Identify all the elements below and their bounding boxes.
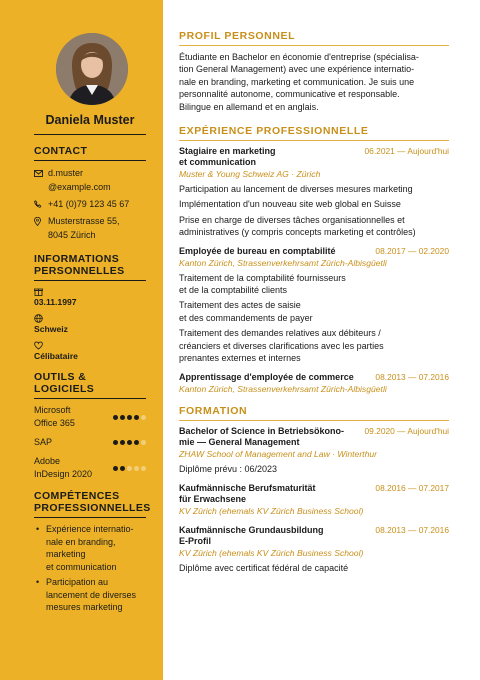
level-dot	[127, 466, 132, 471]
degree-title: Kaufmännische Grundausbildung E-Profil	[179, 524, 324, 546]
job-task: Prise en charge de diverses tâches organisationnelles et administratives (y compris concepts marketing et contrôles)	[179, 214, 416, 238]
marital-status: Célibataire	[34, 340, 146, 362]
education-date: 08.2016 — 07.2017	[375, 482, 449, 493]
job-entry	[179, 372, 449, 395]
address-line-1: Musterstrasse 55,	[48, 216, 120, 226]
skill-level-dots	[113, 440, 146, 445]
level-dot	[113, 415, 118, 420]
tool-name: Microsoft Office 365	[34, 405, 75, 428]
list-item: • Expérience internatio- nale en branding, marketing et communication	[34, 523, 146, 573]
job-date: 08.2013 — 07.2016	[375, 371, 449, 382]
education-entry	[179, 483, 449, 517]
divider	[34, 517, 146, 518]
education-section	[179, 405, 449, 575]
job-date: 06.2021 — Aujourd'hui	[364, 146, 449, 157]
portrait-image	[56, 33, 128, 105]
skills-section	[34, 490, 151, 614]
education-heading: FORMATION	[179, 404, 248, 417]
job-task: Traitement de la comptabilité fournisseurs et de la comptabilité clients	[179, 272, 346, 296]
tool-item	[34, 455, 146, 481]
tools-heading-2: LOGICIELS	[34, 383, 95, 395]
contact-heading: CONTACT	[34, 145, 88, 157]
degree-title: Bachelor of Science in Betriebsökono- mie — General Management	[179, 425, 345, 447]
experience-section	[179, 125, 449, 394]
gift-icon	[34, 286, 43, 297]
job-org: Kanton Zürich, Strassenverkehrsamt Zürich-Albisgüetli	[179, 383, 387, 394]
phone-number: +41 (0)79 123 45 67	[48, 199, 130, 209]
tools-section	[34, 371, 146, 481]
profile-text: Étudiante en Bachelor en économie d'entreprise (spécialisa- tion General Management) avec une expérience internatio- nale en branding, marketing et communication. Je suis une personnalité autonome, communicative et responsable. Bilingue en allemand et en anglais.	[179, 52, 419, 112]
job-org: Muster & Young Schweiz AG · Zürich	[179, 169, 321, 180]
job-entry	[179, 246, 449, 365]
level-dot	[141, 466, 146, 471]
job-title: Apprentissage d'employée de commerce	[179, 371, 354, 382]
job-title: Stagiaire en marketing et communication	[179, 146, 276, 168]
education-date: 09.2020 — Aujourd'hui	[364, 425, 449, 436]
contact-email[interactable]	[34, 166, 146, 194]
divider	[179, 420, 449, 421]
tool-name: SAP	[34, 437, 53, 447]
job-org: Kanton Zürich, Strassenverkehrsamt Zürich-Albisgüetli	[179, 257, 387, 268]
degree-title: Kaufmännische Berufsmaturität für Erwachsene	[179, 482, 316, 504]
contact-phone[interactable]	[34, 197, 146, 211]
divider	[34, 160, 146, 161]
skills-heading-1: COMPÉTENCES	[34, 490, 120, 502]
nationality: Schweiz	[34, 313, 146, 335]
skill-level-dots	[113, 466, 146, 471]
sidebar	[0, 0, 163, 680]
level-dot	[127, 415, 132, 420]
job-task: Traitement des demandes relatives aux débiteurs / créanciers et diverses clarifications avec les parties prenantes externes et internes	[179, 328, 384, 364]
personal-info-section	[34, 253, 146, 362]
level-dot	[120, 440, 125, 445]
level-dot	[113, 466, 118, 471]
education-entry	[179, 426, 449, 475]
birthdate: 03.11.1997	[34, 286, 146, 308]
profile-section	[179, 30, 449, 113]
level-dot	[113, 440, 118, 445]
level-dot	[120, 466, 125, 471]
location-pin-icon	[34, 214, 48, 228]
level-dot	[120, 415, 125, 420]
info-heading-1: INFORMATIONS	[34, 253, 120, 265]
education-note: Diplôme prévu : 06/2023	[179, 463, 278, 474]
profile-heading: PROFIL PERSONNEL	[179, 30, 296, 42]
email-line-2: @example.com	[48, 182, 111, 192]
experience-heading: EXPÉRIENCE PROFESSIONNELLE	[179, 125, 369, 138]
divider	[179, 45, 449, 46]
job-task: Traitement des actes de saisie et des commandements de payer	[179, 300, 313, 323]
mail-icon	[34, 166, 48, 180]
level-dot	[134, 440, 139, 445]
info-heading-2: PERSONNELLES	[34, 265, 125, 277]
skill-level-dots	[113, 415, 146, 420]
main-content	[163, 0, 480, 680]
level-dot	[127, 440, 132, 445]
skills-list	[34, 523, 146, 614]
education-date: 08.2013 — 07.2016	[375, 524, 449, 535]
profile-photo	[56, 33, 128, 105]
job-date: 08.2017 — 02.2020	[375, 245, 449, 256]
address-line-2: 8045 Zürich	[48, 230, 96, 240]
job-title: Employée de bureau en comptabilité	[179, 245, 336, 256]
school-name: ZHAW School of Management and Law · Winterthur	[179, 448, 377, 459]
level-dot	[134, 466, 139, 471]
contact-section	[34, 145, 146, 242]
phone-icon	[34, 197, 48, 211]
person-name: Daniela Muster	[45, 113, 135, 127]
education-note: Diplôme avec certificat fédéral de capacité	[179, 562, 349, 573]
heart-icon	[34, 340, 43, 351]
job-task: Implémentation d'un nouveau site web global en Suisse	[179, 199, 401, 210]
tool-name: Adobe InDesign 2020	[34, 456, 93, 479]
school-name: KV Zürich (ehemals KV Zürich Business School)	[179, 547, 364, 558]
divider	[34, 398, 146, 399]
list-item: • Participation au lancement de diverses mesures marketing	[34, 576, 146, 614]
tools-heading-1: OUTILS &	[34, 371, 87, 383]
email-line-1: d.muster	[48, 168, 84, 178]
contact-address	[34, 214, 146, 242]
level-dot	[134, 415, 139, 420]
school-name: KV Zürich (ehemals KV Zürich Business School)	[179, 505, 364, 516]
divider	[34, 134, 146, 135]
job-task: Participation au lancement de diverses mesures marketing	[179, 184, 413, 195]
education-entry	[179, 525, 449, 574]
divider	[179, 140, 449, 141]
tool-item	[34, 436, 146, 449]
tool-item	[34, 404, 146, 430]
skills-heading-2: PROFESSIONNELLES	[34, 502, 151, 514]
tools-list	[34, 404, 146, 481]
level-dot	[141, 440, 146, 445]
level-dot	[141, 415, 146, 420]
globe-icon	[34, 313, 43, 324]
divider	[34, 280, 146, 281]
job-entry	[179, 146, 449, 239]
